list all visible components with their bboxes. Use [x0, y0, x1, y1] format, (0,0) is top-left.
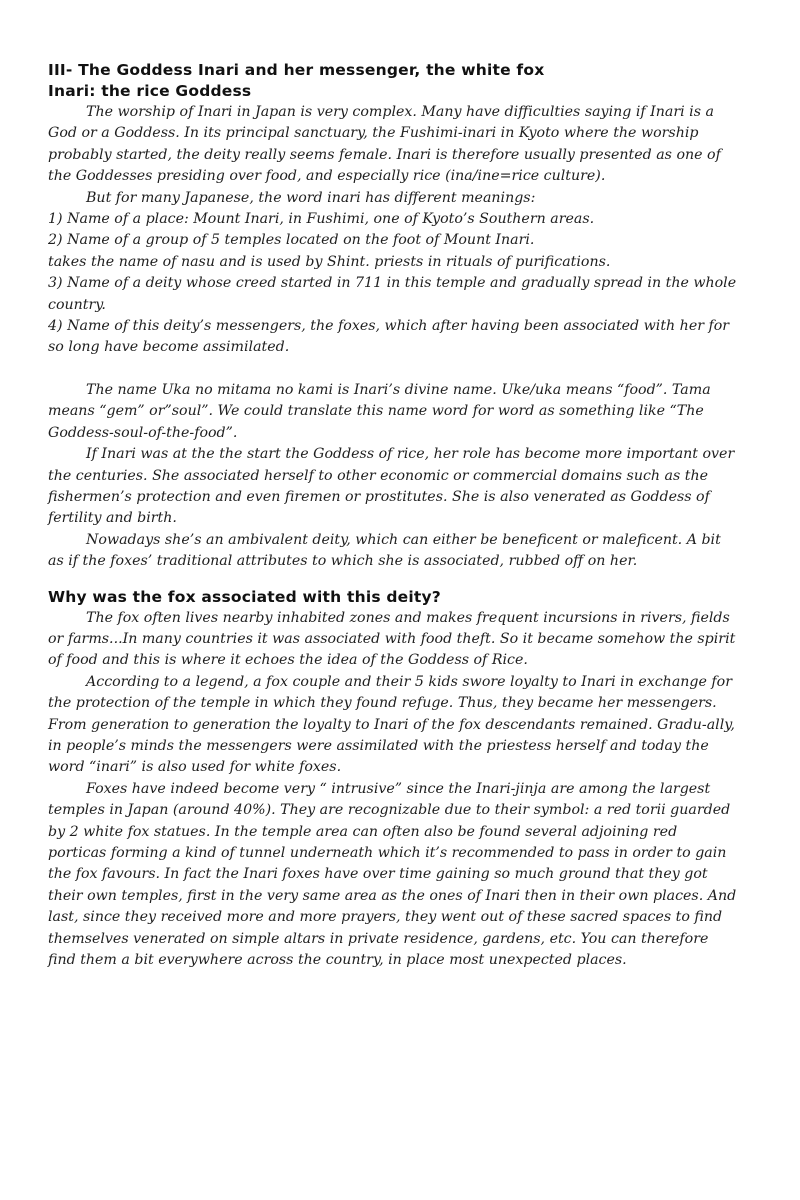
paragraph: If Inari was at the the start the Goddess of rice, her role has become more important over the centuries. She associated herself to other economic or commercial domains such as the fishermen’s protection and even firemen or prostitutes. She is also venerated as Goddess of fertility and birth.: [48, 446, 735, 527]
paragraph: According to a legend, a fox couple and their 5 kids swore loyalty to Inari in exchange for the protection of the temple in which they found refuge. Thus, they became her messengers. From generation to generation the loyalty to Inari of the fox descendants remained. Gradu-ally, in people’s minds the messengers were assimilated with the priestess herself and today the word “inari” is also used for white foxes.: [48, 673, 735, 776]
list-item: 2) Name of a group of 5 temples located on the foot of Mount Inari.: [48, 232, 535, 249]
document-page: [48, 60, 738, 971]
list-item: takes the name of nasu and is used by Shint. priests in rituals of purifications.: [48, 253, 611, 270]
paragraph: But for many Japanese, the word inari has different meanings:: [86, 189, 536, 206]
paragraph: The worship of Inari in Japan is very complex. Many have difficulties saying if Inari is a God or a Goddess. In its principal sanctuary, the Fushimi-inari in Kyoto where the worship probably started, the deity really seems female. Inari is therefore usually presented as one of the Goddesses presiding over food, and especially rice (ina/ine=rice culture).: [48, 104, 721, 185]
paragraph: The fox often lives nearby inhabited zones and makes frequent incursions in rivers, fields or farms...In many countries it was associated with food theft. So it became somehow the spirit of food and this is where it echoes the idea of the Goddess of Rice.: [48, 609, 736, 669]
section-subtitle: Inari: the rice Goddess: [48, 82, 252, 100]
paragraph: The name Uka no mitama no kami is Inari’s divine name. Uke/uka means “food”. Tama means “gem” or”soul”. We could translate this name word for word as something like “The Goddess-soul-of-the-food”.: [48, 381, 711, 441]
blank-line: [48, 359, 738, 380]
section-title: III- The Goddess Inari and her messenger, the white fox: [48, 61, 545, 79]
list-item: 1) Name of a place: Mount Inari, in Fushimi, one of Kyoto’s Southern areas.: [48, 211, 595, 228]
list-item: 3) Name of a deity whose creed started in 711 in this temple and gradually spread in the whole country.: [48, 275, 737, 313]
list-item: 4) Name of this deity’s messengers, the foxes, which after having been associated with her for so long have become assimilated.: [48, 318, 730, 356]
paragraph: Foxes have indeed become very “ intrusive” since the Inari-jinja are among the largest temples in Japan (around 40%). They are recognizable due to their symbol: a red torii guarded by 2 white fox statues. In the temple area can often also be found several adjoining red porticas forming a kind of tunnel underneath which it’s recommended to pass in order to gain the fox favours. In fact the Inari foxes have over time gaining so much ground that they got their own temples, first in the very same area as the ones of Inari then in their own places. And last, since they received more and more prayers, they went out of these sacred spaces to find themselves venerated on simple altars in private residence, gardens, etc. You can therefore find them a bit everywhere across the country, in place most unexpected places.: [48, 780, 737, 969]
section-title: Why was the fox associated with this deity?: [48, 587, 441, 606]
paragraph: Nowadays she’s an ambivalent deity, which can either be beneficent or maleficent. A bit as if the foxes’ traditional attributes to which she is associated, rubbed off on her.: [48, 531, 721, 570]
